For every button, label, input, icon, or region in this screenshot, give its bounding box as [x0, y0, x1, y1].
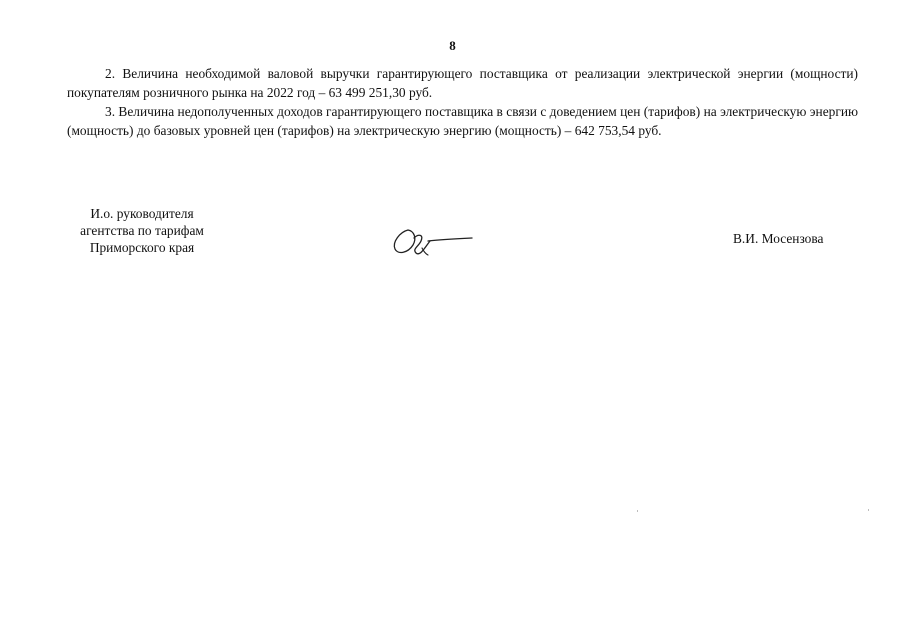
scan-speck	[637, 510, 638, 512]
document-body	[67, 64, 858, 140]
page-number: 8	[449, 38, 456, 53]
paragraph-nedopoluchennye-dohody: 3. Величина недополученных доходов гарантирующего поставщика в связи с доведением цен (тарифов) на электрическую энергию (мощность) до базовых уровней цен (тарифов) на электрическую энергию (мощность) – 642 753,54 руб.	[67, 104, 858, 138]
signer-position	[52, 205, 232, 256]
scan-speck	[868, 509, 869, 511]
handwritten-signature	[388, 222, 474, 262]
paragraph-valovaya-vyruchka: 2. Величина необходимой валовой выручки гарантирующего поставщика от реализации электрической энергии (мощности) покупателям розничного рынка на 2022 год – 63 499 251,30 руб.	[67, 66, 858, 100]
signer-position-line: И.о. руководителя	[90, 206, 194, 221]
signer-position-line: Приморского края	[89, 240, 195, 255]
signer-name: В.И. Мосензова	[733, 231, 824, 246]
signer-position-line: агентства по тарифам	[80, 223, 204, 238]
